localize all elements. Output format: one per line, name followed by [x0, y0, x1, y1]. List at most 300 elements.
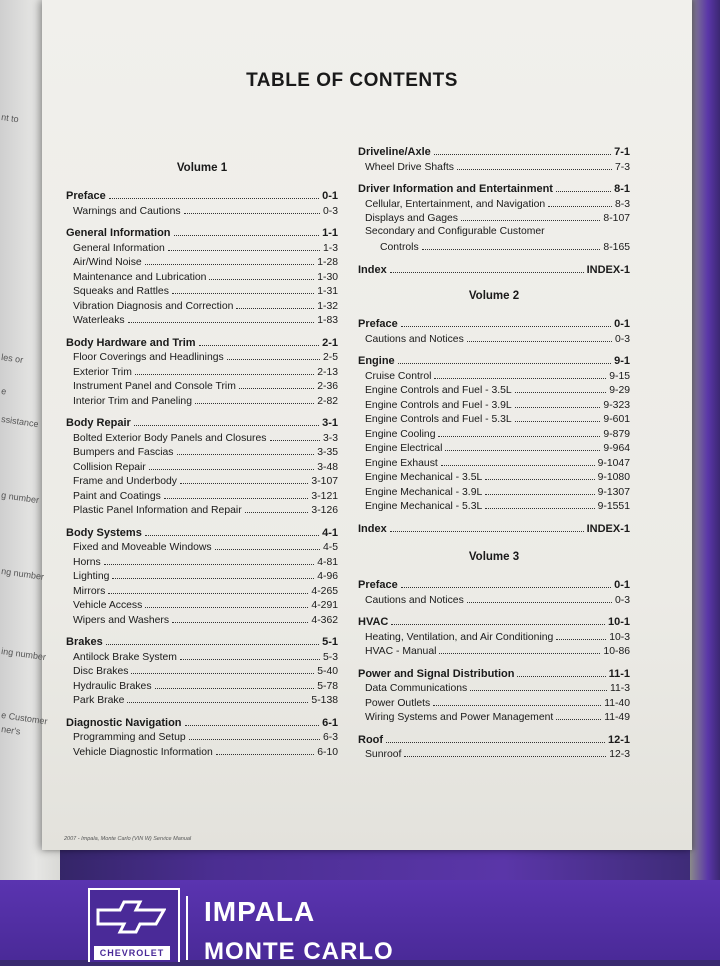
- page-number: 9-1080: [597, 472, 630, 483]
- background-text-fragment: ssistance: [0, 414, 40, 430]
- entry-label: Exterior Trim: [73, 366, 132, 378]
- page-number: 0-1: [322, 190, 338, 202]
- toc-section-entry: [358, 262, 630, 277]
- page-number: 9-879: [603, 428, 630, 440]
- section-title: Index: [358, 522, 387, 535]
- section-title: HVAC: [358, 616, 389, 628]
- entry-label: Engine Controls and Fuel - 5.3L: [365, 414, 512, 425]
- toc-section-entry: [66, 188, 338, 203]
- dot-leader: [461, 210, 600, 221]
- page-number: 3-107: [311, 476, 338, 487]
- section-title: Index: [358, 263, 387, 276]
- toc-right-column: [358, 144, 630, 769]
- dot-leader: [391, 614, 605, 625]
- page-number: 1-28: [317, 257, 338, 268]
- page-number: 9-1047: [597, 457, 630, 469]
- dot-leader: [174, 225, 320, 236]
- entry-label: Controls: [380, 242, 419, 253]
- entry-label: Heating, Ventilation, and Air Conditioning: [365, 631, 554, 643]
- page-number: 1-32: [317, 300, 338, 312]
- dot-leader: [134, 415, 319, 426]
- toc-section: [358, 732, 630, 761]
- toc-section-entry: [358, 353, 630, 368]
- toc-subentry: [358, 695, 630, 710]
- page-number: 5-1: [322, 636, 338, 648]
- dot-leader: [245, 502, 309, 513]
- page-number: 7-1: [614, 146, 630, 158]
- dot-leader: [485, 484, 594, 495]
- page-number: 4-1: [322, 526, 338, 539]
- page-number: 4-291: [311, 600, 338, 611]
- toc-subentry: [66, 240, 338, 255]
- toc-section: [358, 521, 630, 536]
- entry-label: Vibration Diagnosis and Correction: [73, 300, 234, 312]
- entry-label: Wipers and Washers: [73, 614, 170, 626]
- dot-leader: [239, 378, 314, 389]
- entry-label: Secondary and Configurable Customer: [365, 225, 545, 237]
- page-number: 1-31: [317, 286, 338, 297]
- entry-label: Collision Repair: [73, 461, 146, 473]
- page-number: 6-10: [317, 746, 338, 758]
- entry-label: Lighting: [73, 571, 110, 582]
- dot-leader: [131, 663, 314, 674]
- entry-label: Cellular, Entertainment, and Navigation: [365, 198, 546, 210]
- page-number: 10-86: [603, 646, 630, 657]
- dot-leader: [390, 262, 584, 273]
- entry-label: Power Outlets: [365, 697, 431, 709]
- toc-section: [358, 577, 630, 606]
- entry-label: Park Brake: [73, 695, 125, 706]
- volume-heading: Volume 2: [468, 290, 520, 302]
- toc-section-entry: [358, 666, 630, 681]
- page-number: 6-3: [322, 732, 338, 743]
- page-number: 1-30: [317, 271, 338, 283]
- toc-subentry: [358, 498, 630, 513]
- entry-label: Programming and Setup: [73, 732, 186, 743]
- toc-subentry: [358, 629, 630, 644]
- toc-subentry: [66, 254, 338, 269]
- dot-leader: [485, 498, 594, 509]
- dot-leader: [108, 583, 308, 594]
- dot-leader: [401, 577, 611, 588]
- page-number: 11-40: [604, 697, 630, 709]
- toc-section-entry: [66, 335, 338, 350]
- section-title: Preface: [358, 318, 398, 330]
- toc-section-entry: [66, 225, 338, 240]
- page-number: 8-1: [614, 183, 630, 195]
- background-text-fragment: e: [0, 386, 7, 397]
- section-title: Engine: [358, 355, 395, 367]
- background-text-fragment: ng number: [0, 566, 45, 582]
- page-number: 4-96: [317, 571, 338, 582]
- entry-label: Plastic Panel Information and Repair: [73, 505, 242, 516]
- toc-subentry: [66, 678, 338, 693]
- page-number: 0-3: [614, 594, 630, 606]
- page-number: 9-1: [614, 355, 630, 367]
- entry-label: Cautions and Notices: [365, 333, 464, 345]
- page-number: 4-5: [322, 542, 338, 553]
- dot-leader: [445, 440, 600, 451]
- toc-subentry: [358, 484, 630, 499]
- dot-leader: [439, 643, 600, 654]
- page-number: 9-323: [603, 399, 630, 411]
- page-number: 5-78: [317, 680, 338, 692]
- background-text-fragment: ner's: [0, 724, 22, 737]
- entry-label: Warnings and Cautions: [73, 205, 181, 217]
- page-number: 2-5: [322, 352, 338, 363]
- dot-leader: [135, 364, 314, 375]
- page-number: INDEX-1: [586, 522, 630, 535]
- dot-leader: [404, 746, 606, 757]
- toc-subentry: [66, 364, 338, 379]
- toc-section: [358, 181, 630, 254]
- volume-2-sections: [358, 316, 630, 535]
- page-number: 5-3: [322, 651, 338, 663]
- page-number: 3-1: [322, 417, 338, 429]
- cover-divider: [186, 896, 188, 960]
- page-number: 11-49: [604, 712, 630, 723]
- page-number: 3-48: [317, 461, 338, 473]
- dot-leader: [177, 444, 315, 455]
- page-number: 3-126: [311, 505, 338, 516]
- dot-leader: [515, 411, 601, 422]
- toc-section: [358, 262, 630, 277]
- dot-leader: [145, 525, 319, 536]
- dot-leader: [149, 459, 314, 470]
- dot-leader: [556, 629, 606, 640]
- toc-subentry: [66, 349, 338, 364]
- dot-leader: [236, 298, 314, 309]
- toc-subentry: [66, 612, 338, 627]
- page-number: 4-265: [311, 585, 338, 597]
- dot-leader: [168, 240, 320, 251]
- entry-label: Frame and Underbody: [73, 476, 177, 487]
- toc-subentry: [358, 426, 630, 441]
- dot-leader: [180, 473, 308, 484]
- entry-label: Disc Brakes: [73, 666, 129, 677]
- page-number: 8-165: [603, 242, 630, 253]
- toc-subentry: [66, 312, 338, 327]
- toc-section-entry: [358, 614, 630, 629]
- toc-subentry: [66, 597, 338, 612]
- dot-leader: [556, 709, 601, 720]
- dot-leader: [106, 634, 319, 645]
- page-number: 3-3: [322, 432, 338, 444]
- toc-section: [66, 225, 338, 327]
- cover-subtitle: MONTE CARLO: [204, 938, 394, 965]
- dot-leader: [517, 666, 605, 677]
- entry-label: Paint and Coatings: [73, 490, 161, 502]
- toc-section-entry: [358, 577, 630, 592]
- volume-1-continued-sections: [358, 144, 630, 276]
- page-number: 11-1: [608, 667, 630, 680]
- toc-subentry: [66, 663, 338, 678]
- toc-section: [358, 353, 630, 513]
- volume-heading: Volume 3: [468, 551, 520, 563]
- toc-subentry: [358, 331, 630, 346]
- toc-subentry: [66, 444, 338, 459]
- dot-leader: [401, 316, 611, 327]
- dot-leader: [438, 426, 600, 437]
- page-number: 1-1: [322, 227, 338, 239]
- dot-leader: [422, 239, 601, 250]
- dot-leader: [556, 181, 611, 192]
- section-title: Brakes: [66, 636, 103, 648]
- entry-label: Engine Exhaust: [365, 457, 438, 469]
- toc-subentry: [358, 159, 630, 174]
- background-text-fragment: nt to: [0, 112, 20, 125]
- entry-label: Cruise Control: [365, 370, 432, 382]
- entry-label: Engine Mechanical - 3.5L: [365, 472, 483, 483]
- toc-section-entry: [358, 521, 630, 536]
- page-number: 9-29: [609, 385, 630, 396]
- page-number: 2-1: [322, 336, 338, 349]
- dot-leader: [467, 592, 612, 603]
- toc-subentry: [66, 539, 338, 554]
- section-title: Driveline/Axle: [358, 146, 431, 158]
- entry-label: Displays and Gages: [365, 213, 458, 224]
- page-number: 1-83: [317, 315, 338, 326]
- toc-subentry: [358, 643, 630, 658]
- dot-leader: [184, 203, 320, 214]
- entry-label: Engine Electrical: [365, 443, 443, 454]
- entry-label: Hydraulic Brakes: [73, 680, 152, 692]
- page-number: 2-36: [317, 381, 338, 392]
- toc-section: [66, 634, 338, 707]
- background-text-fragment: ing number: [0, 646, 47, 663]
- toc-section: [358, 144, 630, 173]
- page-number: 10-1: [607, 616, 630, 628]
- toc-subentry: [66, 692, 338, 707]
- page-number: 12-3: [609, 749, 630, 760]
- toc-section: [66, 415, 338, 517]
- toc-subentry: [66, 649, 338, 664]
- page-number: 0-1: [614, 318, 630, 330]
- dot-leader: [112, 568, 314, 579]
- volume-heading: Volume 1: [176, 162, 228, 174]
- dot-leader: [515, 397, 601, 408]
- toc-subentry: [66, 729, 338, 744]
- toc-subentry: [358, 225, 630, 240]
- volume-1-sections: [66, 188, 338, 758]
- page-number: 6-1: [322, 716, 338, 729]
- entry-label: Wiring Systems and Power Management: [365, 712, 554, 723]
- entry-label: Vehicle Diagnostic Information: [73, 746, 213, 758]
- toc-subentry: [358, 440, 630, 455]
- toc-section-entry: [358, 732, 630, 747]
- page-number: 4-81: [317, 556, 338, 568]
- toc-section: [358, 666, 630, 724]
- toc-subentry: [358, 239, 630, 254]
- entry-label: Cautions and Notices: [365, 594, 464, 606]
- entry-label: Maintenance and Lubrication: [73, 271, 207, 283]
- page-number: 4-362: [311, 614, 338, 626]
- page-number: 0-3: [614, 333, 630, 345]
- dot-leader: [164, 488, 309, 499]
- toc-subentry: [66, 583, 338, 598]
- entry-label: Instrument Panel and Console Trim: [73, 381, 236, 392]
- dot-leader: [189, 729, 320, 740]
- toc-section: [358, 614, 630, 658]
- toc-subentry: [66, 568, 338, 583]
- page-number: 8-3: [614, 198, 630, 210]
- toc-subentry: [66, 488, 338, 503]
- toc-section-entry: [358, 316, 630, 331]
- entry-label: Bolted Exterior Body Panels and Closures: [73, 432, 267, 444]
- entry-label: Vehicle Access: [73, 600, 143, 611]
- section-title: General Information: [66, 227, 171, 239]
- page-number: 9-1551: [597, 501, 630, 512]
- dot-leader: [227, 349, 320, 360]
- dot-leader: [467, 331, 612, 342]
- dot-leader: [145, 597, 308, 608]
- dot-leader: [109, 188, 319, 199]
- toc-subentry: [66, 283, 338, 298]
- footer-note: 2007 - Impala, Monte Carlo (VIN W) Service Manual: [64, 836, 192, 842]
- toc-section-entry: [358, 181, 630, 196]
- dot-leader: [127, 692, 308, 703]
- dot-leader: [145, 254, 314, 265]
- dot-leader: [185, 715, 320, 726]
- page-number: 10-3: [609, 631, 630, 643]
- toc-section: [66, 188, 338, 217]
- dot-leader: [548, 196, 612, 207]
- toc-subentry: [358, 382, 630, 397]
- toc-subentry: [66, 378, 338, 393]
- toc-subentry: [66, 298, 338, 313]
- page-number: 9-1307: [597, 486, 630, 498]
- page-number: 5-40: [317, 666, 338, 677]
- toc-subentry: [66, 459, 338, 474]
- entry-label: Mirrors: [73, 585, 106, 597]
- toc-subentry: [66, 430, 338, 445]
- toc-subentry: [358, 455, 630, 470]
- page-number: 0-3: [322, 205, 338, 217]
- toc-subentry: [358, 210, 630, 225]
- toc-subentry: [66, 269, 338, 284]
- page-number: 9-15: [609, 370, 630, 382]
- dot-leader: [199, 335, 320, 346]
- toc-section-entry: [66, 415, 338, 430]
- page-number: 9-964: [603, 443, 630, 454]
- entry-label: Air/Wind Noise: [73, 257, 142, 268]
- page-number: 9-601: [603, 414, 630, 425]
- toc-subentry: [66, 473, 338, 488]
- dot-leader: [216, 744, 314, 755]
- section-title: Body Hardware and Trim: [66, 336, 196, 349]
- section-title: Preface: [66, 190, 106, 202]
- entry-label: Interior Trim and Paneling: [73, 395, 192, 407]
- toc-section-entry: [66, 634, 338, 649]
- page-number: 2-82: [317, 395, 338, 407]
- toc-subentry: [66, 502, 338, 517]
- toc-subentry: [358, 709, 630, 724]
- dot-leader: [390, 521, 584, 532]
- toc-section: [358, 316, 630, 345]
- dot-leader: [209, 269, 314, 280]
- dot-leader: [515, 382, 606, 393]
- entry-label: Engine Mechanical - 5.3L: [365, 501, 483, 512]
- entry-label: Squeaks and Rattles: [73, 286, 169, 297]
- dot-leader: [155, 678, 315, 689]
- toc-section: [66, 715, 338, 759]
- toc-subentry: [66, 393, 338, 408]
- dot-leader: [172, 612, 308, 623]
- page-number: 11-3: [609, 683, 630, 694]
- page-number: 3-35: [317, 447, 338, 458]
- toc-subentry: [358, 196, 630, 211]
- entry-label: Engine Controls and Fuel - 3.9L: [365, 399, 512, 411]
- toc-subentry: [358, 368, 630, 383]
- dot-leader: [457, 159, 612, 170]
- dot-leader: [180, 649, 320, 660]
- background-text-fragment: g number: [0, 490, 40, 506]
- page-number: 12-1: [607, 733, 630, 746]
- section-title: Power and Signal Distribution: [358, 667, 515, 680]
- dot-leader: [441, 455, 595, 466]
- entry-label: Horns: [73, 556, 101, 568]
- dot-leader: [398, 353, 611, 364]
- page-number: 2-13: [317, 366, 338, 378]
- volume-3-sections: [358, 577, 630, 761]
- toc-subentry: [358, 746, 630, 761]
- toc-section-entry: [66, 525, 338, 540]
- entry-label: Wheel Drive Shafts: [365, 161, 454, 173]
- page-number: INDEX-1: [586, 263, 630, 276]
- dot-leader: [195, 393, 314, 404]
- dot-leader: [172, 283, 314, 294]
- section-title: Diagnostic Navigation: [66, 716, 182, 729]
- dot-leader: [104, 554, 314, 565]
- toc-section: [66, 335, 338, 408]
- background-text-fragment: les or: [0, 352, 24, 365]
- background-text-fragment: e Customer: [0, 710, 49, 727]
- entry-label: Engine Controls and Fuel - 3.5L: [365, 385, 512, 396]
- chevrolet-bowtie-icon: [96, 896, 166, 938]
- section-title: Driver Information and Entertainment: [358, 183, 553, 195]
- section-title: Body Systems: [66, 526, 142, 539]
- entry-label: General Information: [73, 242, 165, 254]
- toc-subentry: [358, 469, 630, 484]
- page-number: 8-107: [603, 213, 630, 224]
- toc-subentry: [358, 411, 630, 426]
- toc-left-column: [66, 158, 338, 766]
- entry-label: Engine Cooling: [365, 428, 436, 440]
- page-number: 5-138: [311, 695, 338, 706]
- section-title: Body Repair: [66, 417, 131, 429]
- cover-title: IMPALA: [204, 896, 316, 927]
- section-title: Preface: [358, 579, 398, 591]
- page-number: 7-3: [614, 161, 630, 173]
- toc-subentry: [66, 744, 338, 759]
- page-number: 1-3: [322, 242, 338, 254]
- binder-edge: [690, 0, 720, 880]
- entry-label: Sunroof: [365, 749, 402, 760]
- dot-leader: [434, 368, 606, 379]
- page-number: 0-1: [614, 579, 630, 591]
- entry-label: Bumpers and Fascias: [73, 447, 174, 458]
- toc-page: [42, 0, 692, 850]
- toc-subentry: [358, 397, 630, 412]
- entry-label: Engine Mechanical - 3.9L: [365, 486, 483, 498]
- toc-section-entry: [66, 715, 338, 730]
- entry-label: Fixed and Moveable Windows: [73, 542, 212, 553]
- section-title: Roof: [358, 733, 384, 746]
- page-title: TABLE OF CONTENTS: [246, 70, 458, 91]
- entry-label: Waterleaks: [73, 315, 125, 326]
- dot-leader: [433, 695, 601, 706]
- dot-leader: [470, 680, 607, 691]
